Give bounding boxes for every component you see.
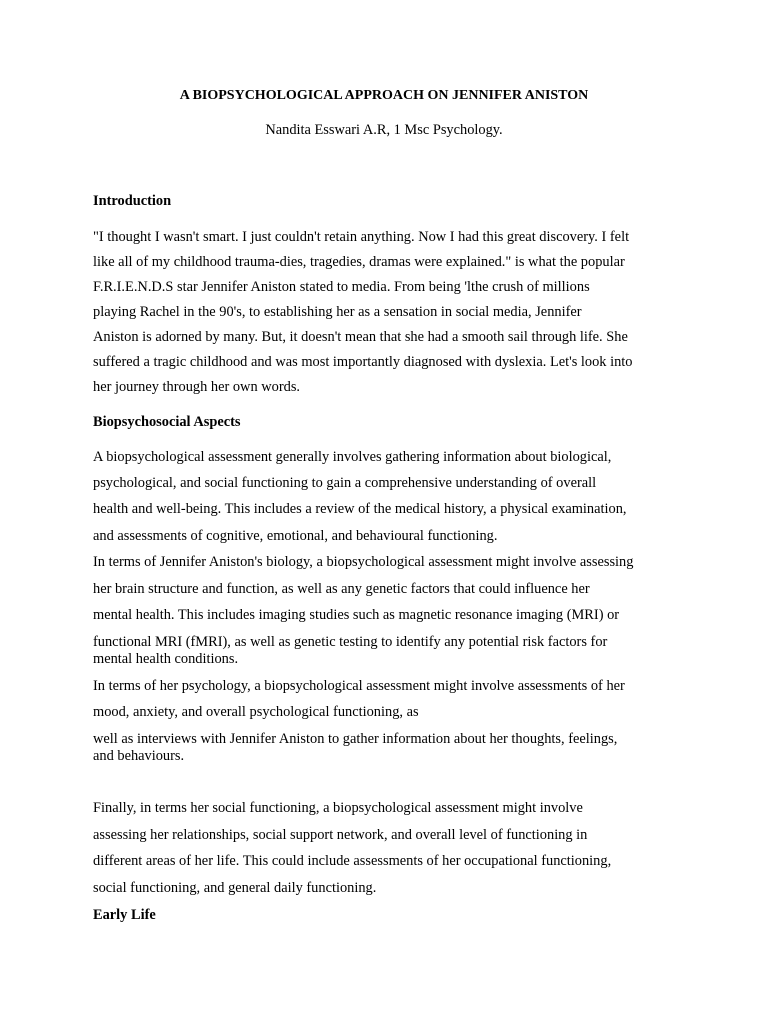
paragraph-line: mood, anxiety, and overall psychological functioning, as [93, 704, 419, 720]
document-title: A BIOPSYCHOLOGICAL APPROACH ON JENNIFER ANISTON [179, 88, 589, 103]
paragraph-line: F.R.I.E.N.D.S star Jennifer Aniston stated to media. From being 'lthe crush of millions [93, 279, 590, 295]
paragraph-line: assessing her relationships, social support network, and overall level of functioning in [93, 827, 588, 843]
paragraph-line: mental health conditions. [93, 651, 239, 667]
paragraph-line: A biopsychological assessment generally involves gathering information about biological, [93, 449, 612, 465]
paragraph-line: health and well-being. This includes a review of the medical history, a physical examination, [93, 501, 627, 517]
paragraph-line: mental health. This includes imaging studies such as magnetic resonance imaging (MRI) or [93, 607, 620, 623]
paragraph-line: suffered a tragic childhood and was most importantly diagnosed with dyslexia. Let's look into [93, 354, 633, 370]
paragraph-line: playing Rachel in the 90's, to establishing her as a sensation in social media, Jennifer [93, 304, 582, 320]
paragraph-line: social functioning, and general daily functioning. [93, 880, 377, 896]
paragraph-line: her brain structure and function, as well as any genetic factors that could influence her [93, 581, 590, 597]
paragraph-line: In terms of Jennifer Aniston's biology, a biopsychological assessment might involve assessing [93, 554, 634, 570]
paragraph-line: psychological, and social functioning to gain a comprehensive understanding of overall [93, 475, 597, 491]
paragraph-line: well as interviews with Jennifer Aniston to gather information about her thoughts, feelings, [93, 731, 618, 747]
section-heading-early-life: Early Life [93, 907, 156, 923]
paragraph-line: Finally, in terms her social functioning, a biopsychological assessment might involve [93, 800, 583, 816]
paragraph-line: Aniston is adorned by many. But, it doesn't mean that she had a smooth sail through life. She [93, 329, 628, 345]
section-heading-introduction: Introduction [93, 193, 172, 209]
paragraph-line: "I thought I wasn't smart. I just couldn't retain anything. Now I had this great discovery. I felt [93, 229, 630, 245]
paragraph-line: functional MRI (fMRI), as well as genetic testing to identify any potential risk factors for [93, 634, 608, 650]
paragraph-line: her journey through her own words. [93, 379, 301, 395]
section-heading-biopsychosocial: Biopsychosocial Aspects [93, 414, 241, 430]
document-author: Nandita Esswari A.R, 1 Msc Psychology. [265, 122, 503, 138]
paragraph-line: like all of my childhood trauma-dies, tragedies, dramas were explained." is what the popular [93, 254, 625, 270]
paragraph-line: and behaviours. [93, 748, 185, 764]
paragraph-line: and assessments of cognitive, emotional, and behavioural functioning. [93, 528, 498, 544]
paragraph-line: In terms of her psychology, a biopsychological assessment might involve assessments of her [93, 678, 625, 694]
paragraph-line: different areas of her life. This could include assessments of her occupational functioning, [93, 853, 612, 869]
